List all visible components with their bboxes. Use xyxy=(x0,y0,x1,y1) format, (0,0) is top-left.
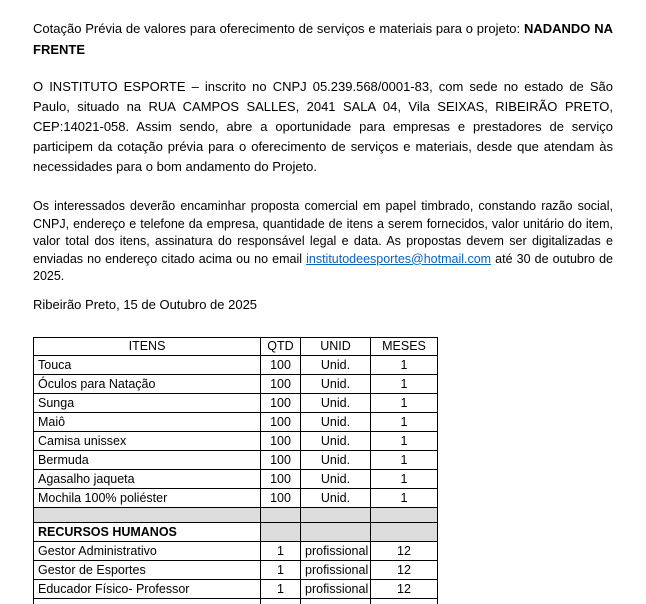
cell-qtd: 100 xyxy=(261,412,301,431)
cell-qtd: 100 xyxy=(261,488,301,507)
institute-paragraph: O INSTITUTO ESPORTE – inscrito no CNPJ 05.239.568/0001-83, com sede no estado de São Paulo, situado na RUA CAMPOS SALLES, 2041 SALA 04, Vila SEIXAS, RIBEIRÃO PRETO, CEP:14021-058. Assim sendo, abre a oportunidade para empresas e prestadores de serviço participem da cotação prévia para o oferecimento de serviços e materiais, desde que atendam às necessidades para o bom andamento do Projeto. xyxy=(33,79,613,174)
table-header-row xyxy=(34,337,438,355)
cell-qtd xyxy=(261,598,301,604)
table-row xyxy=(34,488,438,507)
table-row xyxy=(34,450,438,469)
table-row xyxy=(34,469,438,488)
cell-unid xyxy=(301,507,371,522)
cell-item: Educador Físico- Professor xyxy=(34,579,261,598)
cell-qtd xyxy=(261,522,301,541)
cell-meses: 12 xyxy=(371,560,438,579)
intro-paragraph xyxy=(33,18,613,60)
cell-qtd: 100 xyxy=(261,431,301,450)
cell-unid xyxy=(301,598,371,604)
email-link[interactable]: institutodeesportes@hotmail.com xyxy=(306,251,492,266)
cell-meses xyxy=(371,598,438,604)
cell-qtd: 100 xyxy=(261,374,301,393)
table-row xyxy=(34,431,438,450)
cell-meses: 1 xyxy=(371,450,438,469)
cell-item: Agasalho jaqueta xyxy=(34,469,261,488)
table-row xyxy=(34,412,438,431)
cell-unid: Unid. xyxy=(301,469,371,488)
cell-item: Bermuda xyxy=(34,450,261,469)
cell-item: Sunga xyxy=(34,393,261,412)
header-meses: MESES xyxy=(371,337,438,355)
cell-item xyxy=(34,598,261,604)
table-row xyxy=(34,374,438,393)
table-spacer-row xyxy=(34,507,438,522)
section-title: RECURSOS HUMANOS xyxy=(34,522,261,541)
table-row-partial xyxy=(34,598,438,604)
quotation-table xyxy=(33,337,438,604)
proposal-text-before: Os interessados deverão encaminhar proposta comercial em papel timbrado, constando razão social, CNPJ, endereço e telefone da empresa, quantidade de itens a serem fornecidos, valor unitário do item, valor total dos itens, assinatura do responsável legal e data. As propostas devem ser digitalizadas e enviadas no endereço citado acima ou no email xyxy=(33,199,613,266)
cell-unid: Unid. xyxy=(301,412,371,431)
cell-meses: 12 xyxy=(371,579,438,598)
cell-meses xyxy=(371,507,438,522)
cell-unid: Unid. xyxy=(301,450,371,469)
cell-meses: 1 xyxy=(371,488,438,507)
cell-unid xyxy=(301,522,371,541)
cell-unid: Unid. xyxy=(301,374,371,393)
cell-item xyxy=(34,507,261,522)
intro-text: Cotação Prévia de valores para oferecimento de serviços e materiais para o projeto: xyxy=(33,21,524,36)
date-line: Ribeirão Preto, 15 de Outubro de 2025 xyxy=(33,296,258,312)
cell-qtd xyxy=(261,507,301,522)
proposal-text-after: até 30 de outubro de 2025. xyxy=(33,251,613,283)
cell-qtd: 100 xyxy=(261,355,301,374)
header-itens: ITENS xyxy=(34,337,261,355)
header-qtd: QTD xyxy=(261,337,301,355)
cell-unid: profissional xyxy=(301,560,371,579)
proposal-paragraph xyxy=(33,198,613,286)
cell-meses: 1 xyxy=(371,431,438,450)
table-row xyxy=(34,355,438,374)
table-row xyxy=(34,541,438,560)
cell-unid: Unid. xyxy=(301,355,371,374)
table-row xyxy=(34,579,438,598)
cell-meses: 12 xyxy=(371,541,438,560)
cell-qtd: 100 xyxy=(261,450,301,469)
cell-item: Maiô xyxy=(34,412,261,431)
cell-qtd: 100 xyxy=(261,393,301,412)
cell-meses: 1 xyxy=(371,355,438,374)
cell-item: Gestor Administrativo xyxy=(34,541,261,560)
cell-qtd: 1 xyxy=(261,560,301,579)
cell-meses: 1 xyxy=(371,374,438,393)
table-row xyxy=(34,560,438,579)
cell-unid: profissional xyxy=(301,541,371,560)
cell-unid: Unid. xyxy=(301,431,371,450)
cell-unid: profissional xyxy=(301,579,371,598)
cell-item: Touca xyxy=(34,355,261,374)
cell-item: Mochila 100% poliéster xyxy=(34,488,261,507)
cell-meses xyxy=(371,522,438,541)
table-section-row xyxy=(34,522,438,541)
header-unid: UNID xyxy=(301,337,371,355)
cell-qtd: 1 xyxy=(261,541,301,560)
cell-item: Gestor de Esportes xyxy=(34,560,261,579)
cell-meses: 1 xyxy=(371,469,438,488)
cell-item: Óculos para Natação xyxy=(34,374,261,393)
cell-meses: 1 xyxy=(371,412,438,431)
cell-unid: Unid. xyxy=(301,488,371,507)
cell-item: Camisa unissex xyxy=(34,431,261,450)
project-name: NADANDO NA FRENTE xyxy=(33,21,613,57)
cell-unid: Unid. xyxy=(301,393,371,412)
cell-qtd: 100 xyxy=(261,469,301,488)
cell-qtd: 1 xyxy=(261,579,301,598)
cell-meses: 1 xyxy=(371,393,438,412)
table-row xyxy=(34,393,438,412)
